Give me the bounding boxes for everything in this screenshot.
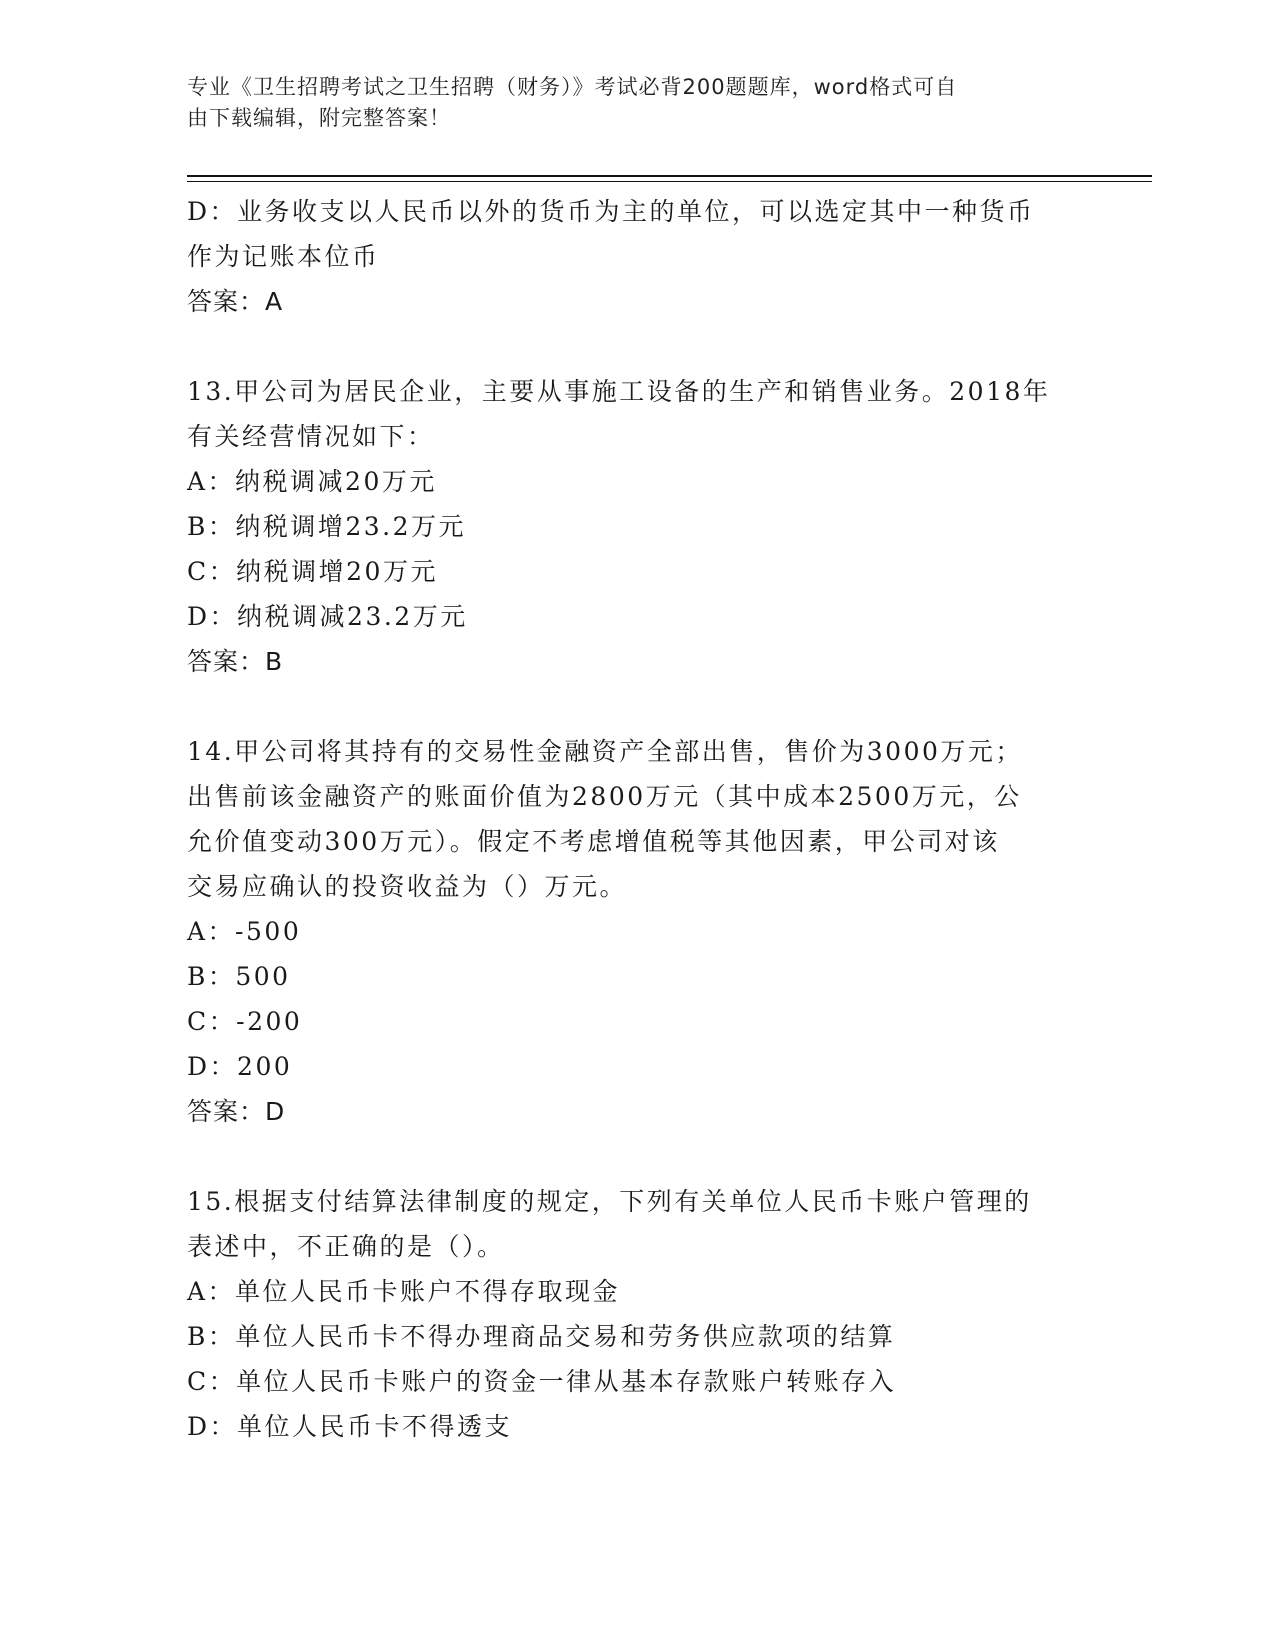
header-line-2: 由下载编辑，附完整答案！ <box>187 106 451 130</box>
option-a: A：单位人民币卡账户不得存取现金 <box>187 1277 621 1306</box>
option-a: A：-500 <box>187 917 302 946</box>
question-stem-continued: 交易应确认的投资收益为（）万元。 <box>187 872 628 901</box>
option-d: D：单位人民币卡不得透支 <box>187 1412 513 1441</box>
header-line-1: 专业《卫生招聘考试之卫生招聘（财务）》考试必背200题题库，word格式可自 <box>187 75 958 99</box>
question-list <box>187 189 1087 1449</box>
option-c: C：纳税调增20万元 <box>187 557 438 586</box>
question-stem-continued: 出售前该金融资产的账面价值为2800万元（其中成本2500万元，公 <box>187 782 1022 811</box>
option-d: D：200 <box>187 1052 293 1081</box>
question-stem: 14.甲公司将其持有的交易性金融资产全部出售，售价为3000万元； <box>187 737 1023 766</box>
header-divider-thick <box>187 175 1152 177</box>
question-stem: 13.甲公司为居民企业，主要从事施工设备的生产和销售业务。2018年 <box>187 377 1051 406</box>
question-12-tail <box>187 189 1087 324</box>
answer-label: 答案：B <box>187 647 284 676</box>
option-b: B：单位人民币卡不得办理商品交易和劳务供应款项的结算 <box>187 1322 896 1351</box>
header-divider-thin <box>187 181 1152 182</box>
option-c: C：单位人民币卡账户的资金一律从基本存款账户转账存入 <box>187 1367 897 1396</box>
question-13 <box>187 369 1087 684</box>
option-b: B：500 <box>187 962 291 991</box>
answer-label: 答案：D <box>187 1097 286 1126</box>
question-15 <box>187 1179 1087 1449</box>
option-c: C：-200 <box>187 1007 303 1036</box>
option-d: D：业务收支以人民币以外的货币为主的单位，可以选定其中一种货币 <box>187 197 1035 226</box>
spacer <box>187 324 1087 369</box>
spacer <box>187 1134 1087 1179</box>
question-stem: 15.根据支付结算法律制度的规定，下列有关单位人民币卡账户管理的 <box>187 1187 1032 1216</box>
question-stem-continued: 表述中，不正确的是（）。 <box>187 1232 505 1261</box>
option-a: A：纳税调减20万元 <box>187 467 437 496</box>
question-stem-continued: 有关经营情况如下： <box>187 422 435 451</box>
question-14 <box>187 729 1087 1134</box>
option-b: B：纳税调增23.2万元 <box>187 512 467 541</box>
question-stem-continued: 允价值变动300万元）。假定不考虑增值税等其他因素，甲公司对该 <box>187 827 1000 856</box>
spacer <box>187 684 1087 729</box>
option-d-continued: 作为记账本位币 <box>187 242 380 271</box>
answer-label: 答案：A <box>187 287 284 316</box>
document-header <box>187 72 1067 134</box>
option-d: D：纳税调减23.2万元 <box>187 602 468 631</box>
